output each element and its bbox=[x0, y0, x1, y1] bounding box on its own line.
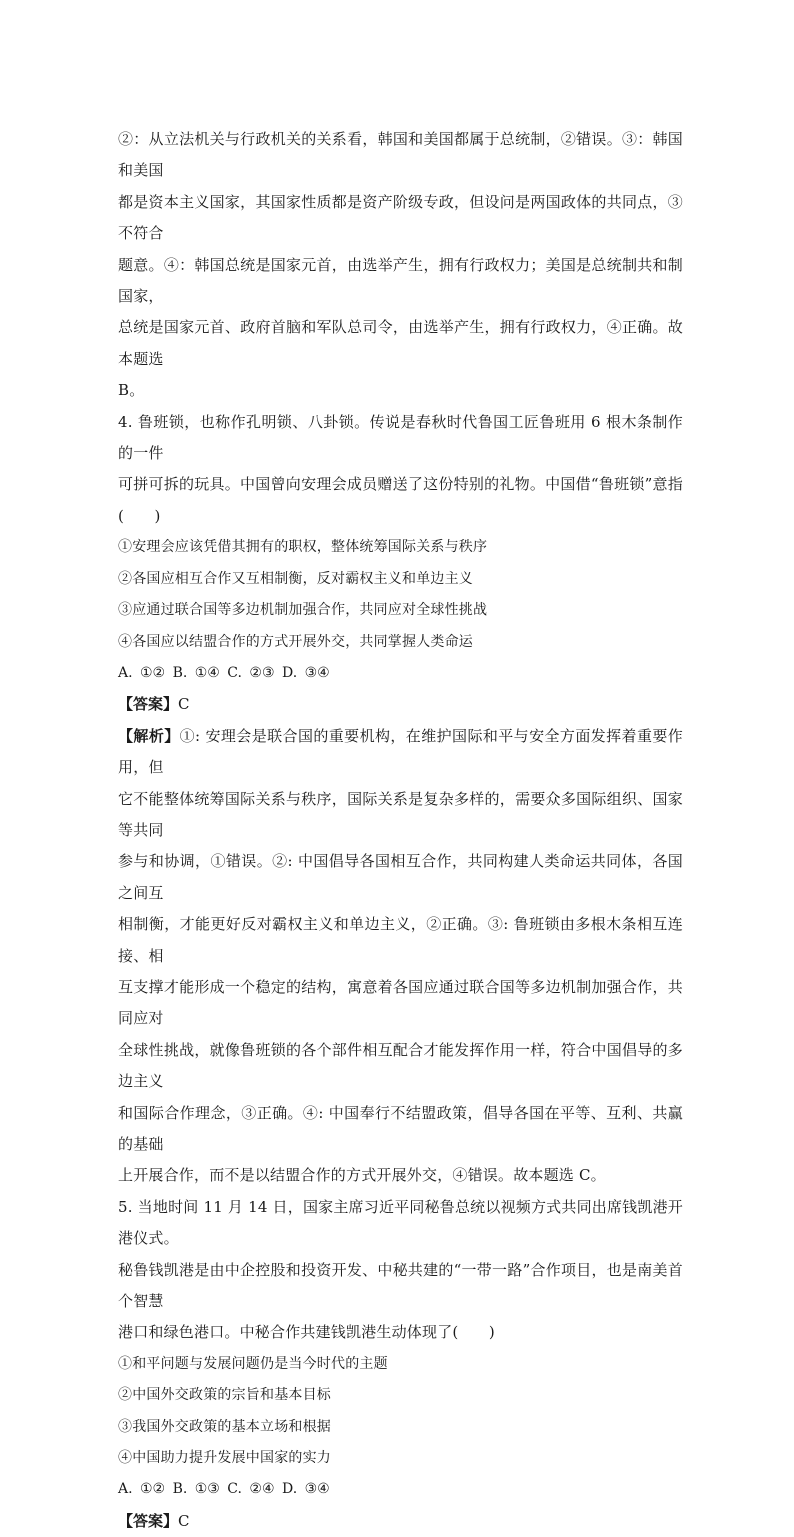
answer-value: C bbox=[178, 695, 190, 714]
analysis-text: ①: 安理会是联合国的重要机构，在维护国际和平与安全方面发挥着重要作用，但 bbox=[118, 726, 683, 777]
question-stem-line: 5. 当地时间 11 月 14 日，国家主席习近平同秘鲁总统以视频方式共同出席钱凯港开港仪式。 bbox=[118, 1197, 683, 1248]
previous-explanation bbox=[118, 124, 683, 407]
answer-value: C bbox=[178, 1511, 190, 1530]
question-stem-line: 可拼可拆的玩具。中国曾向安理会成员赠送了这份特别的礼物。中国借“鲁班锁”意指( ) bbox=[118, 475, 683, 525]
analysis-line: 它不能整体统筹国际关系与秩序，国际关系是复杂多样的，需要众多国际组织、国家等共同 bbox=[118, 789, 683, 839]
option-item: ③应通过联合国等多边机制加强合作，共同应对全球性挑战 bbox=[118, 602, 488, 619]
option-item: ①和平问题与发展问题仍是当今时代的主题 bbox=[118, 1355, 388, 1372]
text-line: ②：从立法机关与行政机关的关系看，韩国和美国都属于总统制，②错误。③：韩国和美国 bbox=[118, 130, 683, 180]
question-4 bbox=[118, 407, 683, 1192]
answer-tag: 【答案】 bbox=[118, 1511, 179, 1530]
answer-line bbox=[118, 1506, 683, 1537]
answer-line bbox=[118, 689, 683, 720]
analysis-line: 上开展合作，而不是以结盟合作的方式开展外交，④错误。故本题选 C。 bbox=[118, 1166, 606, 1185]
question-stem-line: 港口和绿色港口。中秘合作共建钱凯港生动体现了( ) bbox=[118, 1323, 495, 1342]
answer-choices: A. ①② B. ①③ C. ②④ D. ③④ bbox=[118, 1481, 330, 1498]
text-line: 总统是国家元首、政府首脑和军队总司令，由选举产生，拥有行政权力，④正确。故本题选 bbox=[118, 318, 683, 368]
question-stem-line: 4. 鲁班锁，也称作孔明锁、八卦锁。传说是春秋时代鲁国工匠鲁班用 6 根木条制作的一件 bbox=[118, 412, 683, 463]
analysis-line: 参与和协调，①错误。②: 中国倡导各国相互合作，共同构建人类命运共同体，各国之间互 bbox=[118, 852, 683, 902]
answer-choices: A. ①② B. ①④ C. ②③ D. ③④ bbox=[118, 664, 330, 681]
analysis-line: 互支撑才能形成一个稳定的结构，寓意着各国应通过联合国等多边机制加强合作，共同应对 bbox=[118, 977, 683, 1028]
question-stem-line: 秘鲁钱凯港是由中企控股和投资开发、中秘共建的“一带一路”合作项目，也是南美首个智慧 bbox=[118, 1260, 683, 1311]
option-item: ③我国外交政策的基本立场和根据 bbox=[118, 1418, 331, 1435]
option-item: ④各国应以结盟合作的方式开展外交，共同掌握人类命运 bbox=[118, 633, 473, 650]
option-item: ②各国应相互合作又互相制衡，反对霸权主义和单边主义 bbox=[118, 570, 473, 587]
answer-tag: 【答案】 bbox=[118, 695, 179, 714]
document-page bbox=[118, 124, 683, 1537]
analysis-line: 全球性挑战，就像鲁班锁的各个部件相互配合才能发挥作用一样，符合中国倡导的多边主义 bbox=[118, 1040, 683, 1091]
option-item: ④中国助力提升发展中国家的实力 bbox=[118, 1450, 331, 1467]
text-line: B。 bbox=[118, 381, 145, 400]
analysis-line bbox=[118, 721, 683, 784]
option-item: ①安理会应该凭借其拥有的职权，整体统筹国际关系与秩序 bbox=[118, 539, 488, 556]
option-item: ②中国外交政策的宗旨和基本目标 bbox=[118, 1387, 331, 1404]
question-5 bbox=[118, 1192, 683, 1537]
analysis-line: 相制衡，才能更好反对霸权主义和单边主义，②正确。③: 鲁班锁由多根木条相互连接、相 bbox=[118, 915, 683, 965]
analysis-tag: 【解析】 bbox=[118, 726, 180, 745]
text-line: 题意。④：韩国总统是国家元首，由选举产生，拥有行政权力；美国是总统制共和制国家， bbox=[118, 255, 683, 306]
text-line: 都是资本主义国家，其国家性质都是资产阶级专政，但设问是两国政体的共同点，③不符合 bbox=[118, 192, 683, 243]
analysis-line: 和国际合作理念，③正确。④: 中国奉行不结盟政策，倡导各国在平等、互利、共赢的基础 bbox=[118, 1103, 683, 1153]
